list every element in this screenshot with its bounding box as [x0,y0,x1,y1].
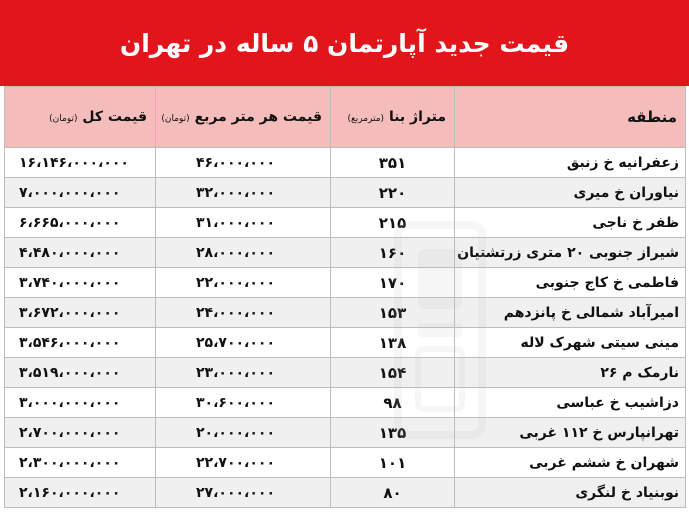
header-area-unit: (مترمربع) [347,114,385,124]
table-row [5,268,686,298]
cell-price-per-meter: ۲۷،۰۰۰،۰۰۰ [156,478,331,508]
cell-price-per-meter: ۲۴،۰۰۰،۰۰۰ [156,298,331,328]
table-row [5,418,686,448]
cell-area: ۲۲۰ [331,178,455,208]
table-header [5,87,686,148]
cell-total-price: ۴،۴۸۰،۰۰۰،۰۰۰ [5,238,156,268]
table-row [5,478,686,508]
cell-total-price: ۱۶،۱۴۶،۰۰۰،۰۰۰ [5,148,156,178]
cell-region: شیراز جنوبی ۲۰ متری زرتشتیان [455,238,686,268]
table-row [5,298,686,328]
cell-price-per-meter: ۲۰،۰۰۰،۰۰۰ [156,418,331,448]
table-row [5,208,686,238]
cell-price-per-meter: ۴۶،۰۰۰،۰۰۰ [156,148,331,178]
table-row [5,178,686,208]
header-total-price-label: قیمت کل [82,109,147,125]
title-bar [0,0,689,86]
cell-area: ۲۱۵ [331,208,455,238]
header-area [331,87,455,148]
cell-area: ۱۰۱ [331,448,455,478]
table-body [5,148,686,508]
cell-region: ظفر خ ناجی [455,208,686,238]
cell-price-per-meter: ۲۲،۰۰۰،۰۰۰ [156,268,331,298]
header-area-label: متراژ بنا [388,109,446,125]
cell-total-price: ۲،۳۰۰،۰۰۰،۰۰۰ [5,448,156,478]
table-row [5,328,686,358]
cell-total-price: ۳،۵۱۹،۰۰۰،۰۰۰ [5,358,156,388]
cell-region: شهران خ ششم غربی [455,448,686,478]
cell-total-price: ۳،۰۰۰،۰۰۰،۰۰۰ [5,388,156,418]
cell-price-per-meter: ۲۵،۷۰۰،۰۰۰ [156,328,331,358]
table-row [5,148,686,178]
header-row [5,87,686,148]
cell-region: نارمک م ۲۶ [455,358,686,388]
table-row [5,238,686,268]
header-price-per-meter-unit: (تومان) [161,114,190,124]
cell-price-per-meter: ۳۲،۰۰۰،۰۰۰ [156,178,331,208]
header-price-per-meter-label: قیمت هر متر مربع [194,109,322,125]
cell-region: مینی سیتی شهرک لاله [455,328,686,358]
header-region-label: منطقه [627,108,677,126]
header-total-price-unit: (تومان) [49,114,78,124]
cell-price-per-meter: ۲۸،۰۰۰،۰۰۰ [156,238,331,268]
cell-region: زعفرانیه خ زنبق [455,148,686,178]
cell-region: فاطمی خ کاج جنوبی [455,268,686,298]
cell-area: ۱۵۳ [331,298,455,328]
table-row [5,388,686,418]
cell-total-price: ۷،۰۰۰،۰۰۰،۰۰۰ [5,178,156,208]
cell-total-price: ۶،۶۶۵،۰۰۰،۰۰۰ [5,208,156,238]
header-total-price [5,87,156,148]
cell-area: ۹۸ [331,388,455,418]
cell-region: دزاشیب خ عباسی [455,388,686,418]
page-title: قیمت جدید آپارتمان ۵ ساله در تهران [119,28,570,58]
cell-total-price: ۳،۵۴۶،۰۰۰،۰۰۰ [5,328,156,358]
cell-price-per-meter: ۳۰،۶۰۰،۰۰۰ [156,388,331,418]
cell-region: نیاوران خ میری [455,178,686,208]
cell-area: ۱۷۰ [331,268,455,298]
cell-area: ۱۳۵ [331,418,455,448]
cell-total-price: ۳،۷۴۰،۰۰۰،۰۰۰ [5,268,156,298]
cell-area: ۸۰ [331,478,455,508]
cell-total-price: ۳،۶۷۲،۰۰۰،۰۰۰ [5,298,156,328]
header-region [455,87,686,148]
cell-region: امیرآباد شمالی خ پانزدهم [455,298,686,328]
cell-region: تهرانپارس خ ۱۱۲ غربی [455,418,686,448]
cell-price-per-meter: ۳۱،۰۰۰،۰۰۰ [156,208,331,238]
cell-total-price: ۲،۱۶۰،۰۰۰،۰۰۰ [5,478,156,508]
header-price-per-meter [156,87,331,148]
cell-total-price: ۲،۷۰۰،۰۰۰،۰۰۰ [5,418,156,448]
cell-area: ۱۳۸ [331,328,455,358]
table-row [5,358,686,388]
cell-price-per-meter: ۲۲،۷۰۰،۰۰۰ [156,448,331,478]
table-row [5,448,686,478]
price-table [4,86,686,508]
cell-area: ۱۵۴ [331,358,455,388]
cell-area: ۱۶۰ [331,238,455,268]
cell-area: ۳۵۱ [331,148,455,178]
cell-price-per-meter: ۲۳،۰۰۰،۰۰۰ [156,358,331,388]
cell-region: نوبنیاد خ لنگری [455,478,686,508]
